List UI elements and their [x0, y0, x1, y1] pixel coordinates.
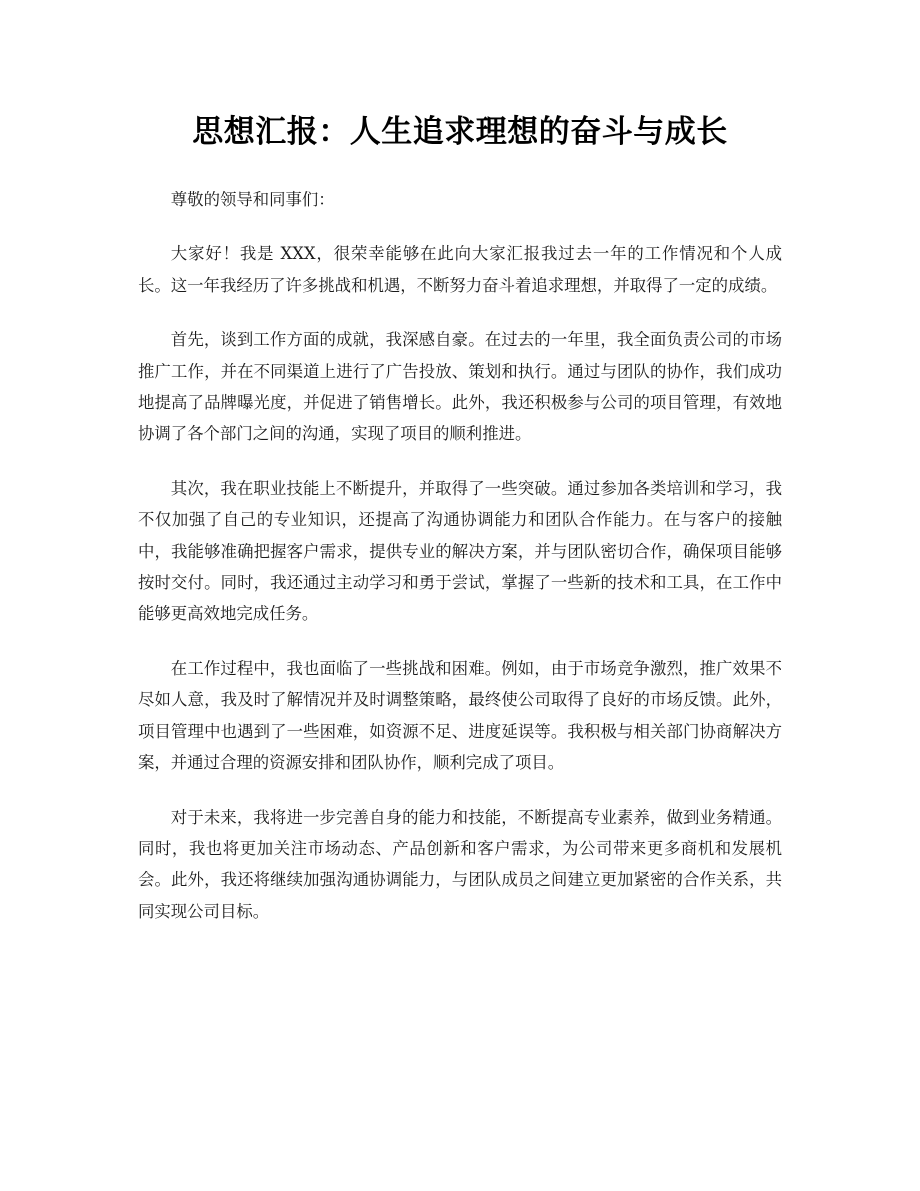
paragraph-achievements: 首先，谈到工作方面的成就，我深感自豪。在过去的一年里，我全面负责公司的市场推广工作，并在不同渠道上进行了广告投放、策划和执行。通过与团队的协作，我们成功地提高了品牌曝光度，并促进了销售增长。此外，我还积极参与公司的项目管理，有效地协调了各个部门之间的沟通，实现了项目的顺利推进。 [138, 330, 782, 444]
page-title: 思想汇报：人生追求理想的奋斗与成长 [192, 114, 728, 150]
paragraph-challenges: 在工作过程中，我也面临了一些挑战和困难。例如，由于市场竞争激烈，推广效果不尽如人意，我及时了解情况并及时调整策略，最终使公司取得了良好的市场反馈。此外，项目管理中也遇到了一些困难，如资源不足、进度延误等。我积极与相关部门协商解决方案，并通过合理的资源安排和团队协作，顺利完成了项目。 [138, 658, 782, 773]
paragraph-skills: 其次，我在职业技能上不断提升，并取得了一些突破。通过参加各类培训和学习，我不仅加强了自己的专业知识，还提高了沟通协调能力和团队合作能力。在与客户的接触中，我能够准确把握客户需求，提供专业的解决方案，并与团队密切合作，确保项目能够按时交付。同时，我还通过主动学习和勇于尝试，掌握了一些新的技术和工具，在工作中能够更高效地完成任务。 [138, 478, 782, 624]
paragraph-future: 对于未来，我将进一步完善自身的能力和技能，不断提高专业素养，做到业务精通。同时，我也将更加关注市场动态、产品创新和客户需求，为公司带来更多商机和发展机会。此外，我还将继续加强沟通协调能力，与团队成员之间建立更加紧密的合作关系，共同实现公司目标。 [138, 807, 782, 921]
paragraph-greeting: 大家好！我是 XXX，很荣幸能够在此向大家汇报我过去一年的工作情况和个人成长。这一年我经历了许多挑战和机遇，不断努力奋斗着追求理想，并取得了一定的成绩。 [138, 244, 782, 295]
salutation: 尊敬的领导和同事们： [170, 190, 335, 209]
document-body [138, 184, 782, 927]
